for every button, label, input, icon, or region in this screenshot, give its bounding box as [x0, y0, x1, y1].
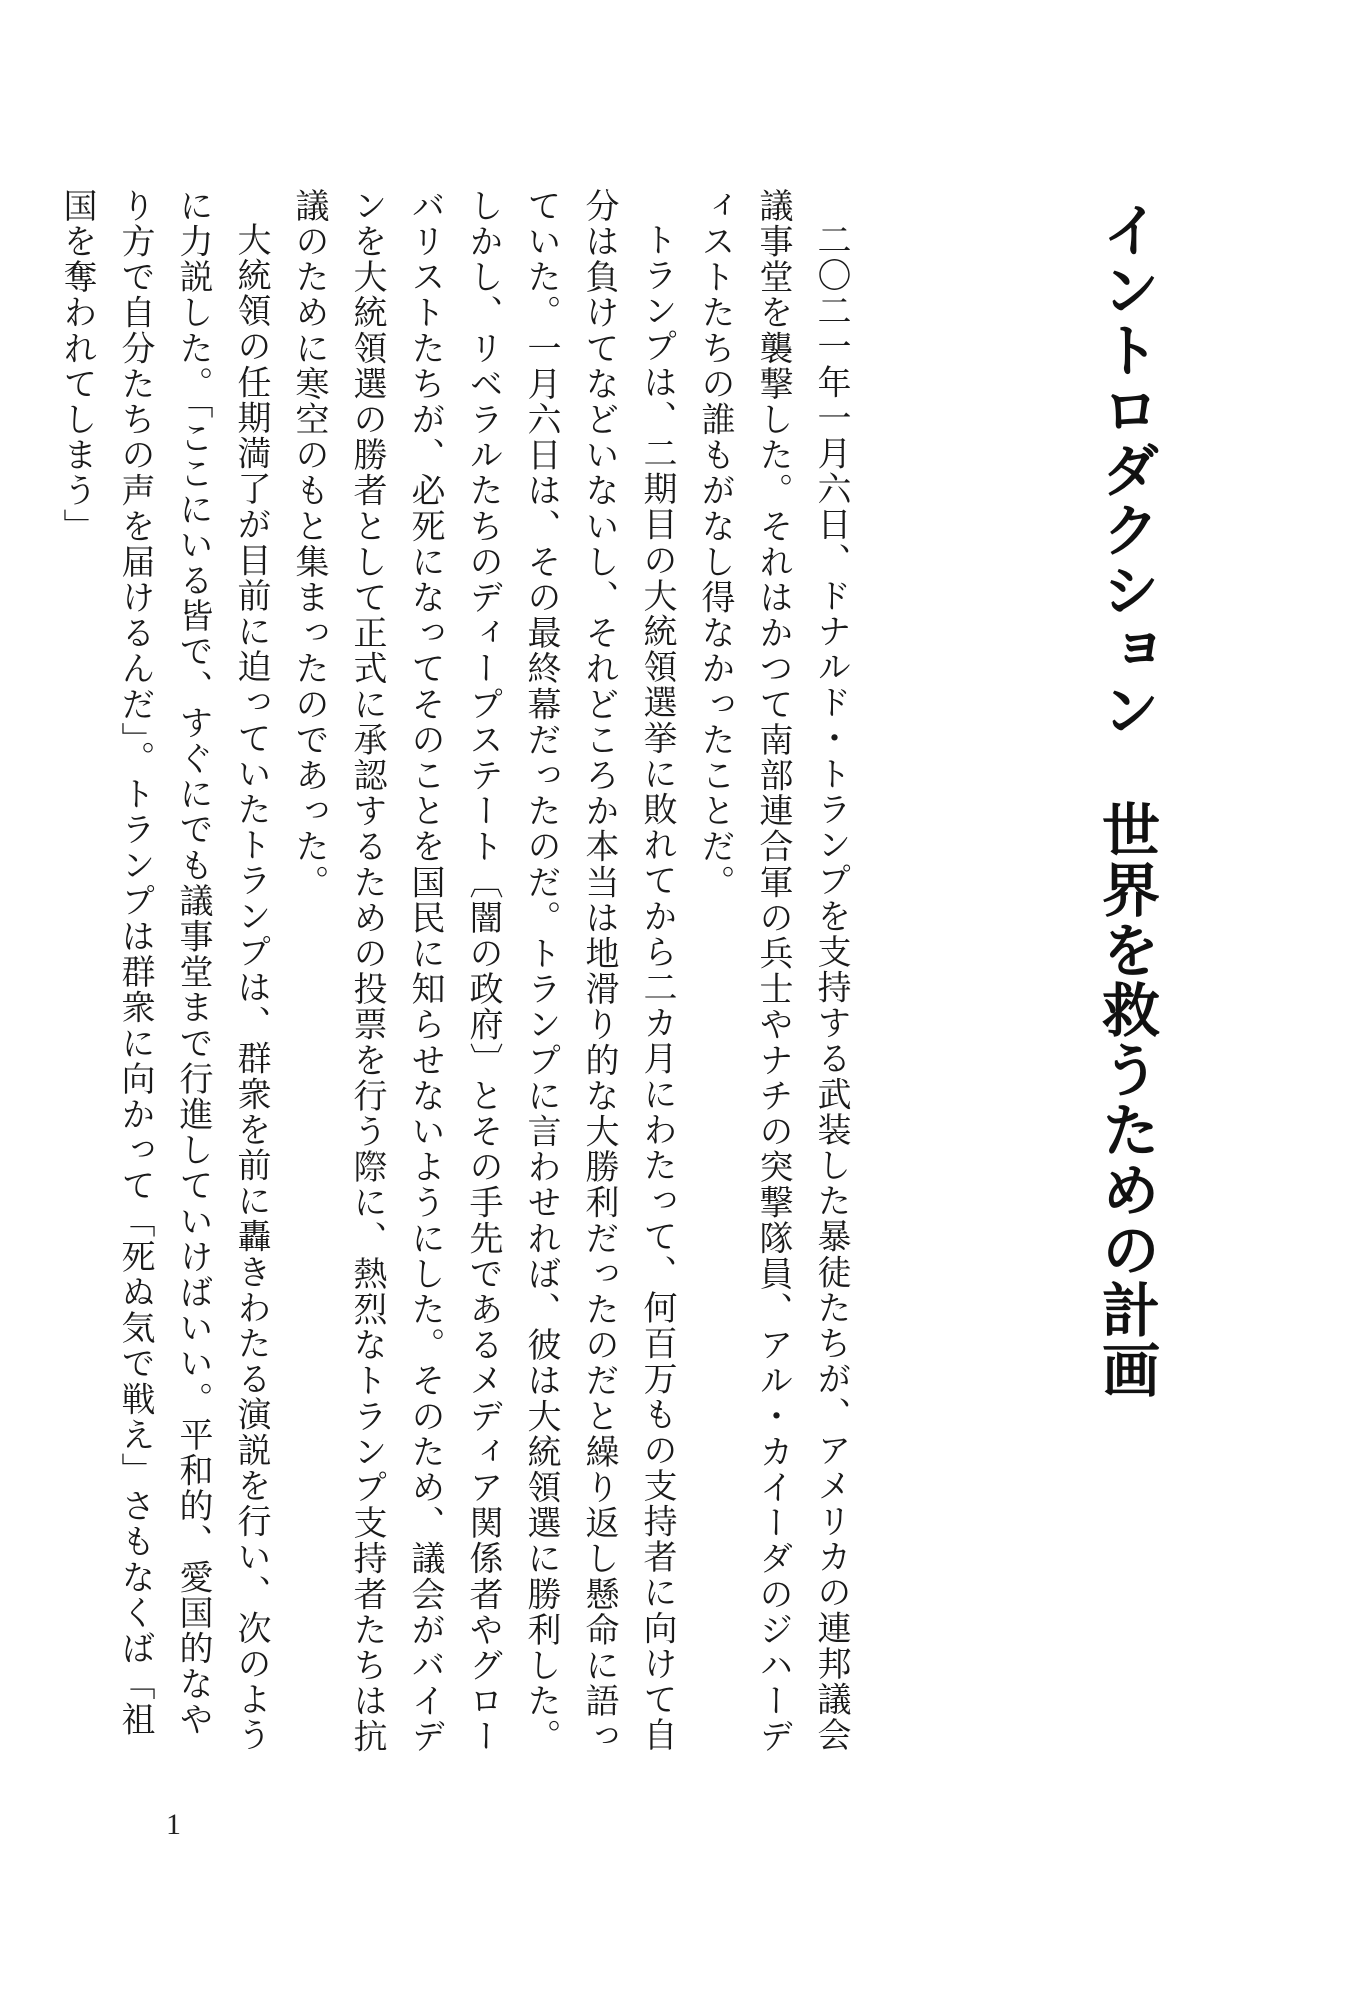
body-text — [57, 188, 860, 1758]
chapter-title: イントロダクション 世界を救うための計画 — [1092, 200, 1160, 1400]
page-number: 1 — [166, 1808, 181, 1841]
paragraph-1: 二〇二一年一月六日、ドナルド・トランプを支持する武装した暴徒たちが、アメリカの連邦議会議事堂を襲撃した。それはかつて南部連合軍の兵士やナチの突撃隊員、アル・カイーダのジハーディストたちの誰もがなし得なかったことだ。 — [695, 188, 851, 1755]
paragraph-3: 大統領の任期満了が目前に迫っていたトランプは、群衆を前に轟きわたる演説を行い、次のように力説した。「ここにいる皆で、すぐにでも議事堂まで行進していけばいい。平和的、愛国的なやり方で自分たちの声を届けるんだ」。トランプは群衆に向かって「死ぬ気で戦え」さもなくば「祖国を奪われてしまう」 — [57, 188, 271, 1753]
paragraph-2: トランプは、二期目の大統領選挙に敗れてから二カ月にわたって、何百万もの支持者に向けて自分は負けてなどいないし、それどころか本当は地滑り的な大勝利だったのだと繰り返し懸命に語っていた。一月六日は、その最終幕だったのだ。トランプに言わせれば、彼は大統領選に勝利した。しかし、リベラルたちのディープステート〔闇の政府〕とその手先であるメディア関係者やグローバリストたちが、必死になってそのことを国民に知らせないようにした。そのため、議会がバイデンを大統領選の勝者として正式に承認するための投票を行う際に、熱烈なトランプ支持者たちは抗議のために寒空のもと集まったのであった。 — [289, 188, 677, 1755]
